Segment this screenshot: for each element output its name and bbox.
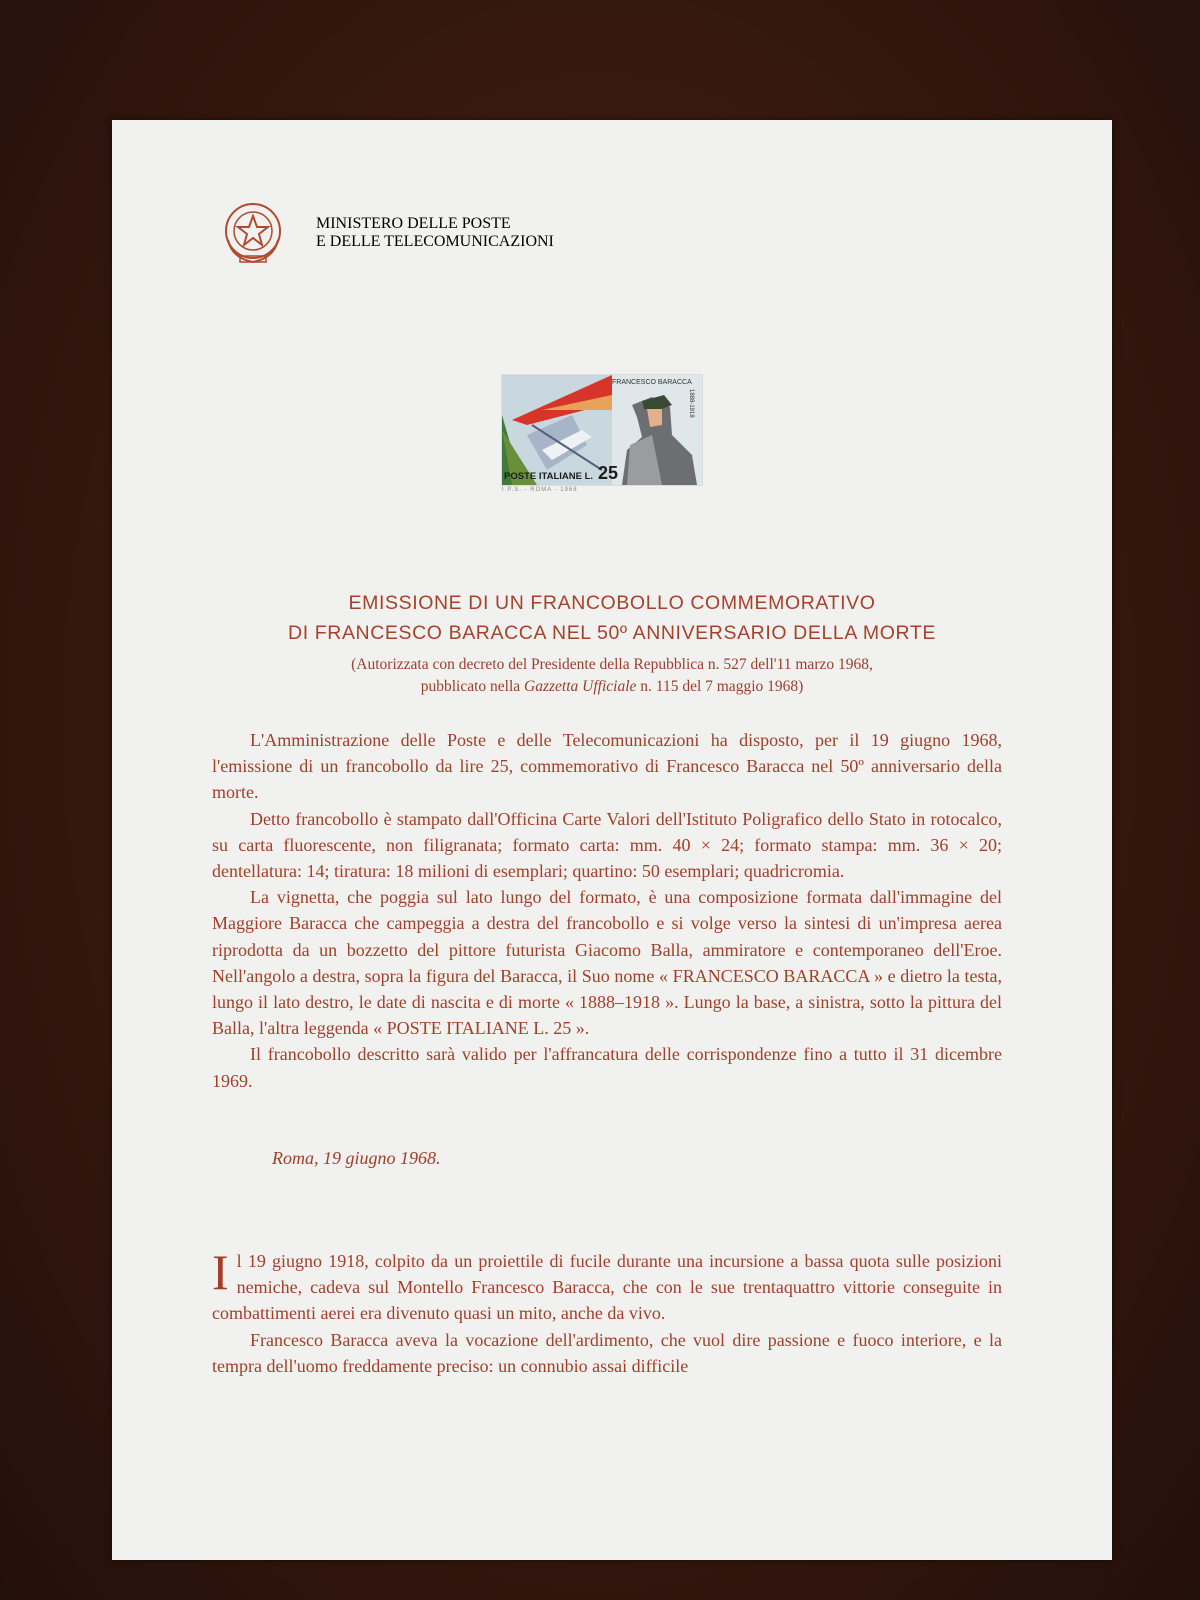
- paragraph-validity: Il francobollo descritto sarà valido per l'affrancatura delle corrispondenze fino a tutto il 31 dicembre 1969.: [212, 1044, 1002, 1091]
- stamp-image: [502, 375, 702, 485]
- emission-title-line1: EMISSIONE DI UN FRANCOBOLLO COMMEMORATIVO: [348, 592, 876, 614]
- ministry-header: [222, 200, 554, 266]
- biography-paragraph-1: [212, 1244, 1002, 1327]
- biography-paragraph-2: Francesco Baracca aveva la vocazione dell'ardimento, che vuol dire passione e fuoco interiore, e la tempra dell'uomo freddamente preciso: un connubio assai difficile: [212, 1329, 1002, 1376]
- bulletin-sheet: [112, 120, 1112, 1560]
- biography-section: [212, 1244, 1002, 1379]
- stamp-printer-caption: I.P.S. - ROMA - 1968: [502, 487, 578, 493]
- ministry-name-line2: E DELLE TELECOMUNICAZIONI: [316, 233, 554, 250]
- stamp-years-text: 1888-1918: [688, 389, 694, 418]
- gazzetta-ufficiale-text: Gazzetta Ufficiale: [524, 678, 637, 695]
- paragraph-vignette-description: La vignetta, che poggia sul lato lungo del formato, è una composizione formata dall'immagine del Maggiore Baracca che campeggia a destra del francobollo e si volge verso la sintesi di un'impresa aerea riprodotta da un bozzetto del pittore futurista Giacomo Balla, ammiratore e contemporaneo dell'Eroe. Nell'angolo a destra, sopra la figura del Baracca, il Suo nome « FRANCESCO BARACCA » e dietro la testa, lungo il lato destro, le date di nascita e di morte « 1888–1918 ». Lungo la base, a sinistra, sotto la pittura del Balla, l'altra leggenda « POSTE ITALIANE L. 25 ».: [212, 887, 1002, 1039]
- authorization-line2: [212, 676, 1012, 698]
- authorization-text-a: pubblicato nella: [420, 678, 525, 695]
- authorization-text-b: n. 115 del 7 maggio 1968): [636, 678, 804, 695]
- announcement-body: [212, 727, 1002, 1094]
- stamp-artwork: [502, 375, 702, 485]
- stamp-value-text: 25: [598, 463, 619, 483]
- paragraph-announcement: L'Amministrazione delle Poste e delle Telecomunicazioni ha disposto, per il 19 giugno 1968, l'emissione di un francobollo da lire 25, commemorativo di Francesco Baracca nel 50º anniversario della morte.: [212, 730, 1002, 803]
- biography-text-1: l 19 giugno 1918, colpito da un proiettile di fucile durante una incursione a bassa quota sulle posizioni nemiche, cadeva sul Montello Francesco Baracca, che con le sue trentaquattro vittorie conseguite in combattimenti aerei era divenuto quasi un mito, anche da vivo.: [212, 1251, 1002, 1324]
- authorization-note: [212, 654, 1012, 698]
- issue-date-place: Roma, 19 giugno 1968.: [272, 1148, 441, 1168]
- stamp-legend-text: POSTE ITALIANE L.: [504, 471, 594, 482]
- emission-title: [212, 588, 1012, 648]
- stamp-name-text: FRANCESCO BARACCA: [612, 379, 692, 386]
- paragraph-printing-details: Detto francobollo è stampato dall'Officina Carte Valori dell'Istituto Poligrafico dello Stato in rotocalco, su carta fluorescente, non filigranata; formato carta: mm. 40 × 24; formato stampa: mm. 36 × 20; dentellatura: 14; tiratura: 18 milioni di esemplari; quartino: 50 esemplari; quadricromia.: [212, 808, 1002, 882]
- emission-title-line2: DI FRANCESCO BARACCA NEL 50º ANNIVERSARIO DELLA MORTE: [288, 622, 936, 644]
- ministry-name-line1: MINISTERO DELLE POSTE: [316, 215, 511, 232]
- italian-republic-emblem-icon: [222, 200, 284, 266]
- drop-cap: I: [212, 1244, 229, 1300]
- authorization-line1: (Autorizzata con decreto del Presidente della Repubblica n. 527 dell'11 marzo 1968,: [351, 656, 873, 673]
